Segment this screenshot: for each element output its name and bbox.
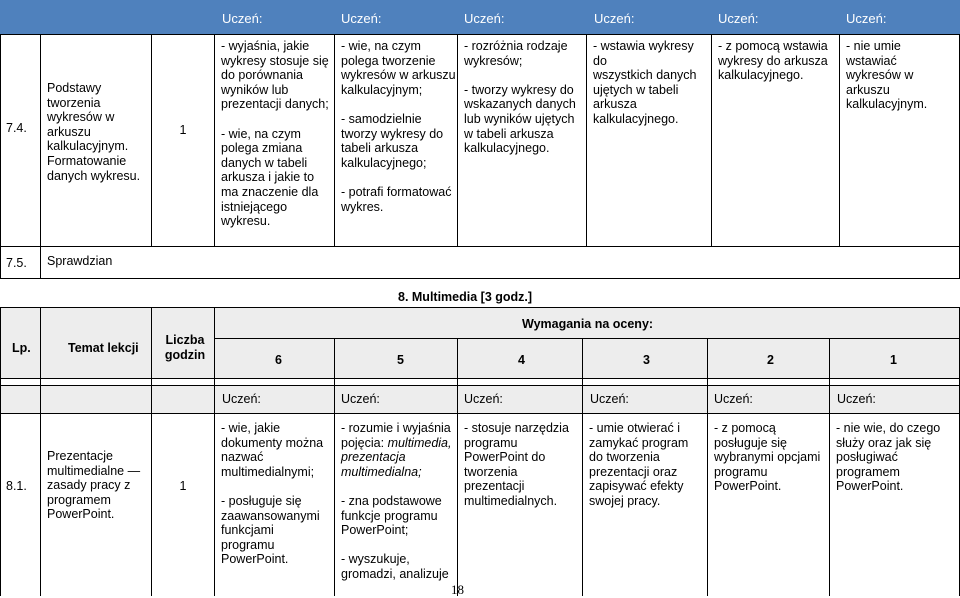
table-border <box>0 307 1 596</box>
student-label: Uczeń: <box>222 11 263 26</box>
student-label: Uczeń: <box>718 11 759 26</box>
requirement-grade-2: - z pomocą posługuje się wybranymi opcjami programu PowerPoint. <box>714 421 821 494</box>
requirement-grade-3: - wstawia wykresy do wszystkich danych ujętych w tabeli arkusza kalkulacyjnego. <box>593 39 697 126</box>
page-number: 18 <box>451 582 464 597</box>
grade-header-5: 5 <box>397 353 404 367</box>
table-border <box>457 338 458 596</box>
student-label: Uczeń: <box>837 392 876 406</box>
lesson-number: 7.5. <box>6 256 27 270</box>
lesson-topic: Prezentacje multimedialne — zasady pracy z programem PowerPoint. <box>47 449 141 522</box>
lesson-topic: Sprawdzian <box>47 254 113 268</box>
student-label: Uczeń: <box>846 11 887 26</box>
requirement-grade-6: - wyjaśnia, jakie wykresy stosuje się do porównania wyników lub prezentacji danych; - wie, na czym polega zmiana danych w tabeli arkusza i jakie to ma znaczenie dla istniejącego wykresu. <box>221 39 329 229</box>
student-label: Uczeń: <box>590 392 629 406</box>
header-band <box>0 307 960 378</box>
table-border <box>0 246 960 247</box>
requirement-text: - rozumie i wyjaśnia pojęcia: <box>341 421 451 450</box>
grade-header-1: 1 <box>890 353 897 367</box>
requirement-grade-1: - nie umie wstawiać wykresów w arkuszu kalkulacyjnym. <box>846 39 928 112</box>
column-header-lp: Lp. <box>12 341 31 355</box>
table-border <box>0 307 960 308</box>
table-border <box>0 34 1 278</box>
student-label: Uczeń: <box>341 11 382 26</box>
table-border <box>0 378 960 379</box>
requirement-grade-2: - z pomocą wstawia wykresy do arkusza kalkulacyjnego. <box>718 39 828 83</box>
table-border <box>582 338 583 596</box>
requirement-grade-6: - wie, jakie dokumenty można nazwać multimedialnymi; - posługuje się zaawansowanymi funkcjami programu PowerPoint. <box>221 421 324 567</box>
table-border <box>707 338 708 596</box>
lesson-number: 8.1. <box>6 479 27 493</box>
table-border <box>0 278 960 279</box>
table-border <box>214 34 215 246</box>
requirement-text: - zna podstawowe funkcje programu PowerPoint; - wyszukuje, gromadzi, analizuje <box>341 493 449 581</box>
table-border <box>0 385 960 386</box>
student-label: Uczeń: <box>464 11 505 26</box>
table-border <box>151 34 152 246</box>
table-border <box>0 413 960 414</box>
column-header-requirements: Wymagania na oceny: <box>522 317 654 331</box>
student-label: Uczeń: <box>464 392 503 406</box>
lesson-topic: Podstawy tworzenia wykresów w arkuszu kalkulacyjnym. Formatowanie danych wykresu. <box>47 81 141 183</box>
table-border <box>829 338 830 596</box>
column-header-hours: Liczba godzin <box>164 333 206 362</box>
grade-header-4: 4 <box>518 353 525 367</box>
requirement-grade-4: - rozróżnia rodzaje wykresów; - tworzy wykresy do wskazanych danych lub wyników ujętych w tabeli arkusza kalkulacyjnego. <box>464 39 576 156</box>
grade-header-2: 2 <box>767 353 774 367</box>
student-label: Uczeń: <box>341 392 380 406</box>
table-border <box>839 34 840 246</box>
section-title: 8. Multimedia [3 godz.] <box>398 290 533 304</box>
table-border <box>214 307 215 596</box>
student-label: Uczeń: <box>714 392 753 406</box>
student-label: Uczeń: <box>222 392 261 406</box>
table-border <box>40 307 41 596</box>
table-border <box>334 338 335 596</box>
lesson-number: 7.4. <box>6 121 27 135</box>
table-border <box>711 34 712 246</box>
grade-header-3: 3 <box>643 353 650 367</box>
lesson-hours: 1 <box>179 123 187 137</box>
table-border <box>334 34 335 246</box>
requirement-grade-5: - wie, na czym polega tworzenie wykresów w arkuszu kalkulacyjnym; - samodzielnie tworzy wykresy do tabeli arkusza kalkulacyjnego; - potrafi formatować wykres. <box>341 39 456 214</box>
requirement-grade-4: - stosuje narzędzia programu PowerPoint do tworzenia prezentacji multimedialnych. <box>464 421 569 508</box>
table-border <box>0 34 960 35</box>
table-border <box>457 34 458 246</box>
table-border <box>586 34 587 246</box>
column-header-topic: Temat lekcji <box>68 341 139 355</box>
student-label: Uczeń: <box>594 11 635 26</box>
requirement-grade-1: - nie wie, do czego służy oraz jak się posługiwać programem PowerPoint. <box>836 421 941 494</box>
requirement-grade-5 <box>341 421 456 582</box>
table-border <box>214 338 959 339</box>
table-border <box>40 34 41 278</box>
requirement-terms: multimedia, prezentacja multimedialna; <box>341 435 452 479</box>
lesson-hours: 1 <box>179 479 187 493</box>
requirement-grade-3: - umie otwierać i zamykać program do tworzenia prezentacji oraz zapisywać efekty swojej pracy. <box>589 421 689 508</box>
table-border <box>151 307 152 596</box>
grade-header-6: 6 <box>275 353 282 367</box>
